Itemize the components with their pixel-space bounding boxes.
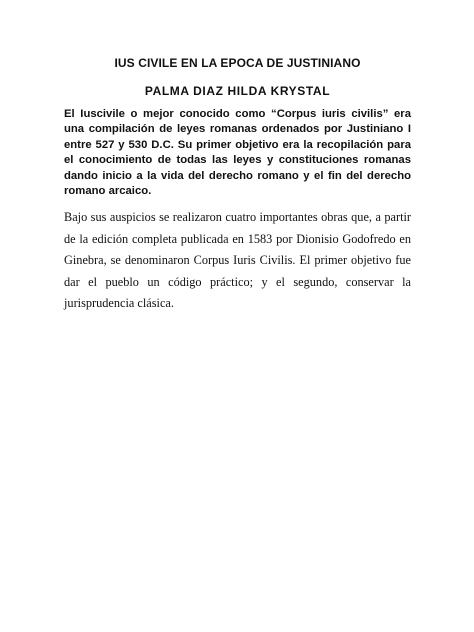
paragraph-1: El Iuscivile o mejor conocido como “Corpus iuris civilis” era una compilación de leyes romanas ordenados por Justiniano I entre 527 y 530 D.C. Su primer objetivo era la recopilación para el conocimiento de todas las leyes y constituciones romanas dando inicio a la vida del derecho romano y el fin del derecho romano arcaico. [64, 108, 411, 198]
document-title: IUS CIVILE EN LA EPOCA DE JUSTINIANO [114, 56, 361, 70]
author-name: PALMA DIAZ HILDA KRYSTAL [144, 84, 331, 98]
document-body [64, 56, 411, 314]
paragraph-2: Bajo sus auspicios se realizaron cuatro importantes obras que, a partir de la edición completa publicada en 1583 por Dionisio Godofredo en Ginebra, se denominaron Corpus Iuris Civilis. El primer objetivo fue dar el pueblo un código práctico; y el segundo, conservar la jurisprudencia clásica. [64, 210, 411, 311]
